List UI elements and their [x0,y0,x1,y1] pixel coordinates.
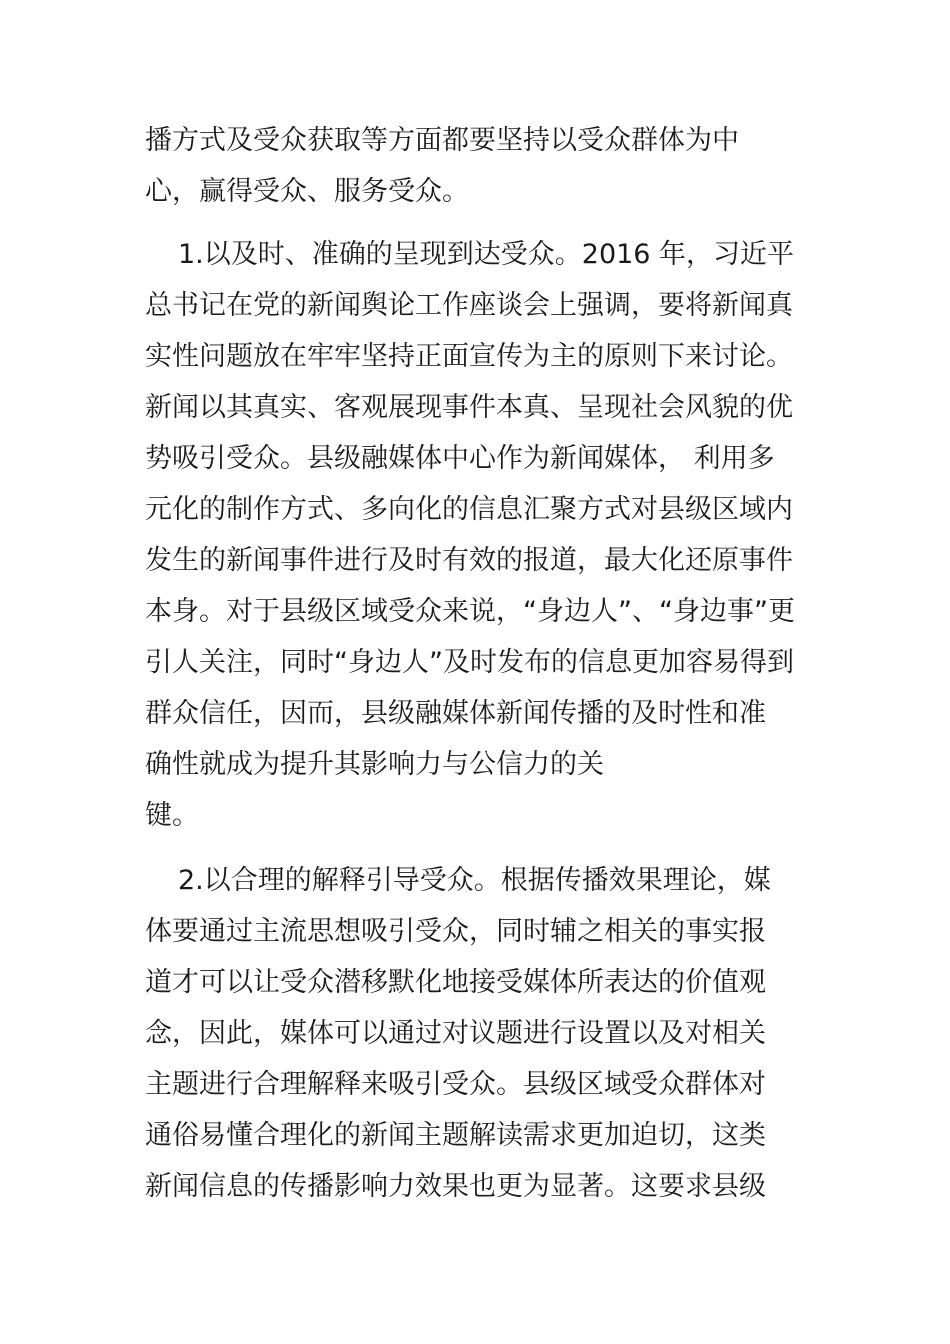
text-line: 播方式及受众获取等方面都要坚持以受众群体为中 [145,125,739,156]
text-line: 新闻信息的传播影响力效果也更为显著。这要求县级 [145,1171,766,1202]
text-line: 群众信任，因而，县级融媒体新闻传播的及时性和准 [145,698,766,729]
text-line: 发生的新闻事件进行及时有效的报道，最大化还原事件 [145,545,793,576]
text-line: 道才可以让受众潜移默化地接受媒体所表达的价值观 [145,967,766,998]
text-line: 念，因此，媒体可以通过对议题进行设置以及对相关 [145,1018,766,1049]
text-line: 新闻以其真实、客观展现事件本真、呈现社会风貌的优 [145,392,793,423]
text-line: 心，赢得受众、服务受众。 [145,176,469,207]
text-line: 元化的制作方式、多向化的信息汇聚方式对县级区域内 [145,494,793,525]
text-line: 键。 [145,800,199,831]
paragraph-2-first-line: 2.以合理的解释引导受众。根据传播效果理论，媒 [178,865,771,896]
text-line: 本身。对于县级区域受众来说，“身边人”、“身边事”更 [145,596,795,627]
text-line: 确性就成为提升其影响力与公信力的关 [145,749,604,780]
text-line: 体要通过主流思想吸引受众，同时辅之相关的事实报 [145,916,766,947]
text-line: 实性问题放在牢牢坚持正面宣传为主的原则下来讨论。 [145,341,793,372]
text-line: 主题进行合理解释来吸引受众。县级区域受众群体对 [145,1069,766,1100]
text-line: 势吸引受众。县级融媒体中心作为新闻媒体， 利用多 [145,443,775,474]
paragraph-1-first-line: 1.以及时、准确的呈现到达受众。2016 年，习近平 [178,239,795,270]
text-line: 总书记在党的新闻舆论工作座谈会上强调，要将新闻真 [145,290,793,321]
text-line: 引人关注，同时“身边人”及时发布的信息更加容易得到 [145,647,794,678]
text-line: 通俗易懂合理化的新闻主题解读需求更加迫切，这类 [145,1120,766,1151]
